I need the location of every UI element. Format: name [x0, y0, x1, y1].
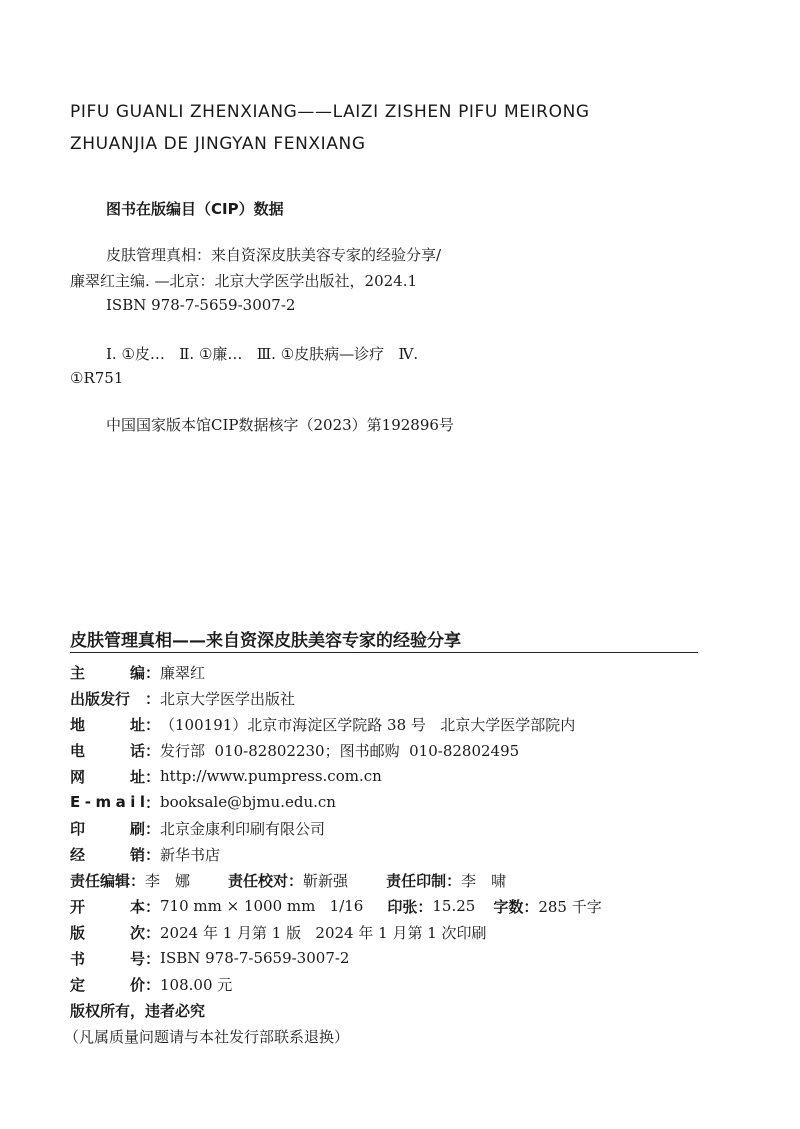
value-price: 108.00 元: [160, 975, 233, 994]
label-proofreader: 责任校对：: [228, 871, 304, 890]
value-printing-supervisor: 李 啸: [461, 871, 507, 890]
value-website: http://www.pumpress.com.cn: [160, 767, 382, 785]
value-address: （100191）北京市海淀区学院路 38 号 北京大学医学部院内: [160, 715, 576, 734]
label-sheets: 印张：: [387, 897, 433, 916]
row-publisher: 出版发行 ： 北京大学医学出版社: [70, 689, 296, 708]
label-address: 地 址: [70, 715, 145, 734]
value-responsible-editor: 李 娜: [145, 871, 191, 890]
value-sheets: 15.25: [432, 897, 476, 915]
cip-entry-line-1: 皮肤管理真相：来自资深皮肤美容专家的经验分享/: [106, 246, 442, 264]
value-isbn: ISBN 978-7-5659-3007-2: [160, 949, 350, 967]
label-words: 字数：: [493, 897, 539, 916]
row-phone: 电 话 ： 发行部 010-82802230；图书邮购 010-82802495: [70, 741, 520, 760]
row-printer: 印 刷 ： 北京金康利印刷有限公司: [70, 819, 326, 838]
cip-library-record: 中国国家版本馆CIP数据核字（2023）第192896号: [106, 416, 454, 434]
cip-entry-line-2: 廉翠红主编. —北京：北京大学医学出版社，2024.1: [70, 272, 418, 290]
value-publisher: 北京大学医学出版社: [160, 689, 296, 708]
return-notice: （凡属质量问题请与本社发行部联系退换）: [64, 1027, 350, 1046]
label-printer: 印 刷: [70, 819, 145, 838]
value-email: booksale@bjmu.edu.cn: [160, 793, 336, 811]
label-format: 开 本: [70, 897, 145, 916]
label-publisher: 出版发行: [70, 689, 131, 708]
book-title: 皮肤管理真相——来自资深皮肤美容专家的经验分享: [70, 631, 461, 651]
label-distributor: 经 销: [70, 845, 145, 864]
row-website: 网 址 ： http://www.pumpress.com.cn: [70, 767, 382, 786]
value-printer: 北京金康利印刷有限公司: [160, 819, 326, 838]
label-website: 网 址: [70, 767, 145, 786]
label-phone: 电 话: [70, 741, 145, 760]
title-divider: [70, 652, 698, 653]
value-format: 710 mm × 1000 mm 1/16: [160, 897, 364, 915]
value-editor: 廉翠红: [160, 663, 206, 682]
cip-heading: 图书在版编目（CIP）数据: [106, 200, 284, 218]
label-price: 定 价: [70, 975, 145, 994]
cip-subjects-line-1: Ⅰ. ①皮… Ⅱ. ①廉… Ⅲ. ①皮肤病—诊疗 Ⅳ.: [106, 345, 419, 363]
value-edition: 2024 年 1 月第 1 版 2024 年 1 月第 1 次印刷: [160, 923, 487, 942]
row-price: 定 价 ： 108.00 元: [70, 975, 233, 994]
row-address: 地 址 ： （100191）北京市海淀区学院路 38 号 北京大学医学部院内: [70, 715, 576, 734]
value-phone: 发行部 010-82802230；图书邮购 010-82802495: [160, 741, 520, 760]
row-distributor: 经 销 ： 新华书店: [70, 845, 221, 864]
row-email: E - m a i l ： booksale@bjmu.edu.cn: [70, 793, 336, 812]
row-responsible: [70, 868, 506, 892]
row-editor: 主 编 ： 廉翠红: [70, 663, 206, 682]
pinyin-title-line-2: ZHUANJIA DE JINGYAN FENXIANG: [70, 134, 366, 154]
row-isbn: 书 号 ： ISBN 978-7-5659-3007-2: [70, 949, 350, 968]
label-editor: 主 编: [70, 663, 145, 682]
value-words: 285 千字: [538, 897, 602, 916]
cip-isbn: ISBN 978-7-5659-3007-2: [106, 296, 296, 314]
row-format: 开 本 ： 710 mm × 1000 mm 1/16 印张： 15.25 字数： 285 千字: [70, 897, 602, 916]
label-responsible-editor: 责任编辑：: [70, 871, 146, 890]
row-return-notice: [64, 1024, 349, 1048]
row-edition: 版 次 ： 2024 年 1 月第 1 版 2024 年 1 月第 1 次印刷: [70, 923, 487, 942]
copyright-notice: 版权所有，违者必究: [70, 1001, 206, 1020]
value-proofreader: 靳新强: [303, 871, 349, 890]
cip-subjects-line-2: ①R751: [70, 369, 124, 387]
label-isbn: 书 号: [70, 949, 145, 968]
value-distributor: 新华书店: [160, 845, 221, 864]
label-edition: 版 次: [70, 923, 145, 942]
label-email: E - m a i l: [70, 793, 145, 811]
label-printing-supervisor: 责任印制：: [386, 871, 462, 890]
row-copyright: [70, 998, 205, 1022]
pinyin-title-line-1: PIFU GUANLI ZHENXIANG——LAIZI ZISHEN PIFU MEIRONG: [70, 102, 590, 122]
